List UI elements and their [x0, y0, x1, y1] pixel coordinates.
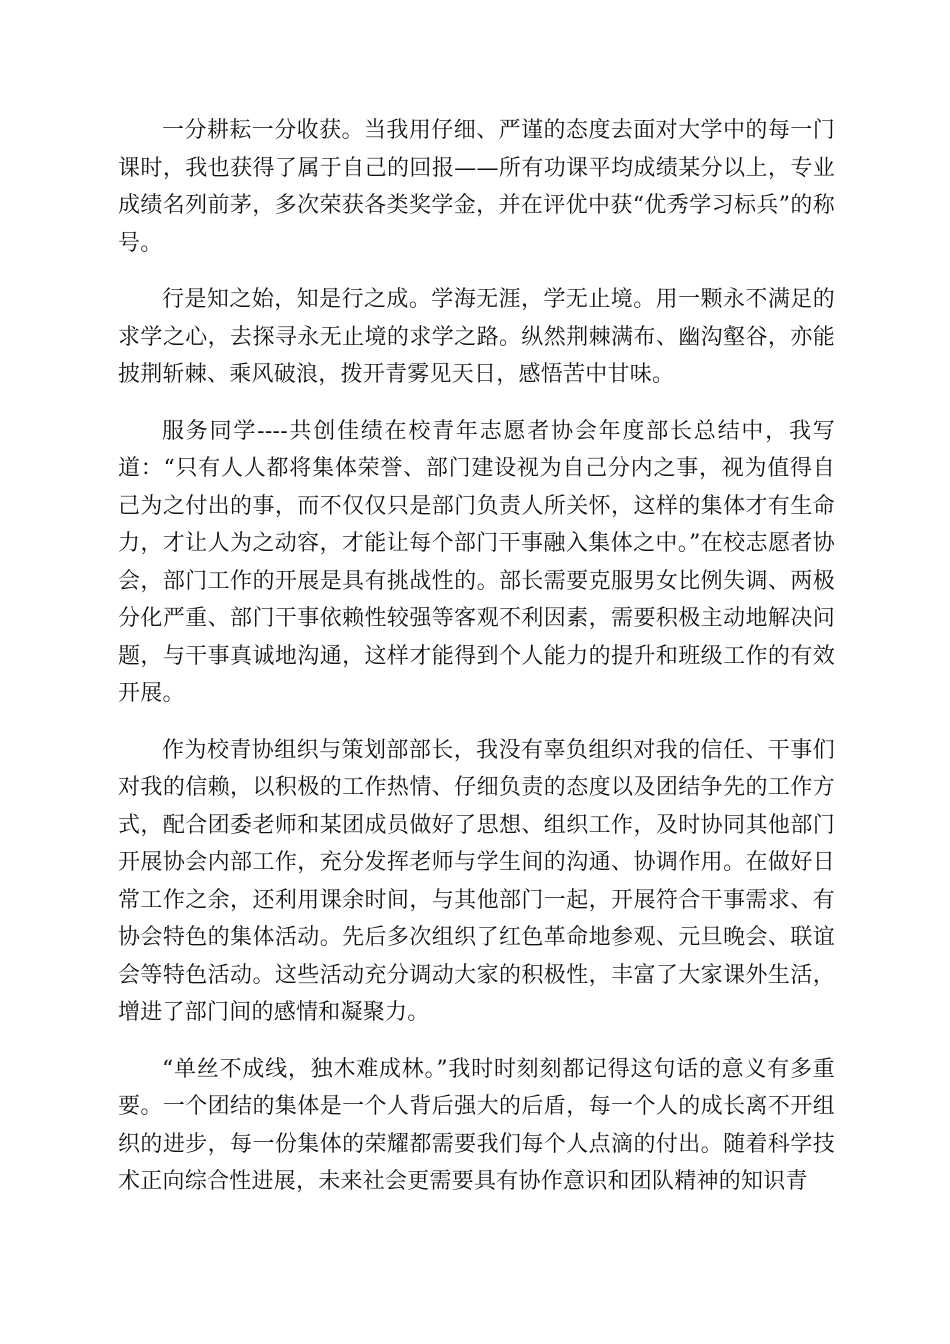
paragraph-2: 行是知之始，知是行之成。学海无涯，学无止境。用一颗永不满足的求学之心，去探寻永无止境的求学之路。纵然荆棘满布、幽沟壑谷，亦能披荆斩棘、乘风破浪，拨开青雾见天日，感悟苦中甘味。 [118, 287, 835, 387]
paragraph-1: 一分耕耘一分收获。当我用仔细、严谨的态度去面对大学中的每一门课时，我也获得了属于自己的回报——所有功课平均成绩某分以上，专业成绩名列前茅，多次荣获各类奖学金，并在评优中获“优秀学习标兵”的称号。 [118, 118, 835, 256]
paragraph-4: 作为校青协组织与策划部部长，我没有辜负组织对我的信任、干事们对我的信赖，以积极的工作热情、仔细负责的态度以及团结争先的工作方式，配合团委老师和某团成员做好了思想、组织工作，及时协同其他部门开展协会内部工作，充分发挥老师与学生间的沟通、协调作用。在做好日常工作之余，还利用课余时间，与其他部门一起，开展符合干事需求、有协会特色的集体活动。先后多次组织了红色革命地参观、元旦晚会、联谊会等特色活动。这些活动充分调动大家的积极性，丰富了大家课外生活，增进了部门间的感情和凝聚力。 [118, 737, 835, 1025]
paragraph-5: “单丝不成线，独木难成林。”我时时刻刻都记得这句话的意义有多重要。一个团结的集体是一个人背后强大的后盾，每一个人的成长离不开组织的进步，每一份集体的荣耀都需要我们每个人点滴的付出。随着科学技术正向综合性进展，未来社会更需要具有协作意识和团队精神的知识青 [118, 1056, 835, 1194]
paragraph-3: 服务同学----共创佳绩在校青年志愿者协会年度部长总结中，我写道：“只有人人都将集体荣誉、部门建设视为自己分内之事，视为值得自己为之付出的事，而不仅仅只是部门负责人所关怀，这样的集体才有生命力，才让人为之动容，才能让每个部门干事融入集体之中。”在校志愿者协会，部门工作的开展是具有挑战性的。部长需要克服男女比例失调、两极分化严重、部门干事依赖性较强等客观不利因素，需要积极主动地解决问题，与干事真诚地沟通，这样才能得到个人能力的提升和班级工作的有效开展。 [118, 418, 835, 706]
document-body [118, 112, 835, 1201]
